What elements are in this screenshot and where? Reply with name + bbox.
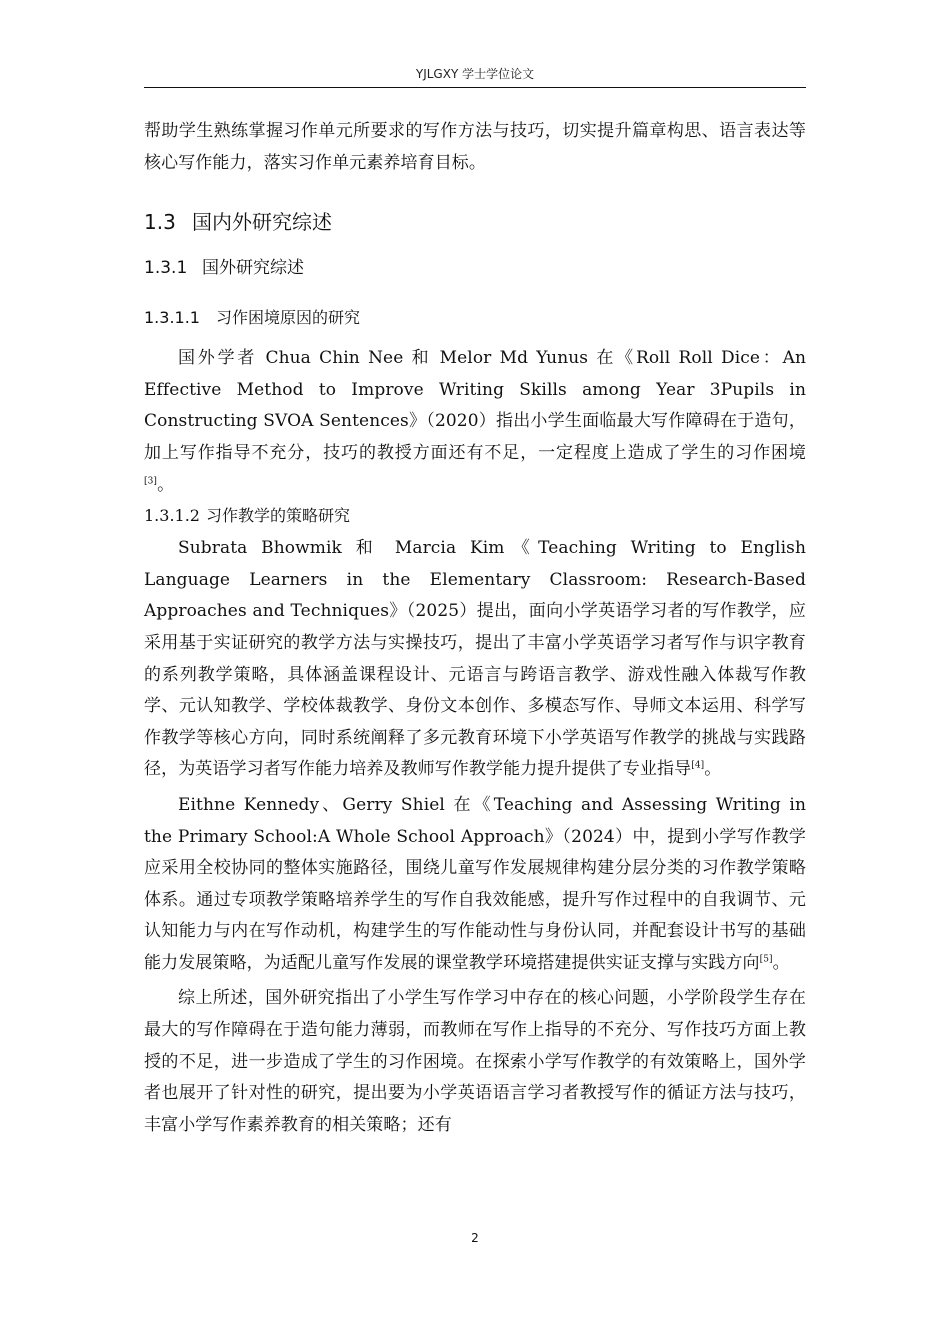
paragraph-end: 。 [772, 952, 790, 973]
intro-paragraph: 帮助学生熟练掌握习作单元所要求的写作方法与技巧，切实提升篇章构思、语言表达等核心写作能力，落实习作单元素养培育目标。 [144, 121, 806, 173]
subsection-heading [144, 253, 806, 283]
section-title: 国内外研究综述 [192, 210, 332, 235]
subsubsection-title-1: 习作困境原因的研究 [216, 308, 361, 328]
section-heading [144, 205, 806, 239]
citation-3: [3] [144, 475, 158, 486]
page-number: 2 [471, 1231, 479, 1245]
paragraph-text: Subrata Bhowmik 和 Marcia Kim《Teaching Writing to English Language Learners in the Elementary Classroom: Research-Based Approaches and Techniques》（2025）提出，面向小学英语学习者的写作教学，应采用基于实证研究的教学方法与实操技巧，提出了丰富小学英语学习者写作与识字教育的系列教学策略，具体涵盖课程设计、元语言与跨语言教学、游戏性融入体裁写作教学、元认知教学、学校体裁教学、身份文本创作、多模态写作、导师文本运用、科学写作教学等核心方向，同时系统阐释了多元教育环境下小学英语写作教学的挑战与实践路径，为英语学习者写作能力培养及教师写作教学能力提升提供了专业指导 [144, 538, 806, 780]
subsection-title: 国外研究综述 [202, 258, 304, 279]
header-rule [144, 87, 806, 88]
paragraph-bhowmik-kim [144, 533, 806, 786]
citation-5: [5] [759, 954, 773, 965]
subsubsection-number-1: 1.3.1.1 [144, 308, 200, 328]
running-header: YJLGXY 学士学位论文 [415, 67, 535, 81]
citation-4: [4] [691, 760, 705, 771]
paragraph-end: 。 [157, 474, 175, 495]
page-body [144, 114, 806, 1141]
paragraph-text: 国外学者 Chua Chin Nee 和 Melor Md Yunus 在《Roll Roll Dice：An Effective Method to Improve Writing Skills among Year 3Pupils in Constructing SVOA Sentences》（2020）指出小学生面临最大写作障碍在于造句，加上写作指导不充分，技巧的教授方面还有不足，一定程度上造成了学生的习作困境 [144, 348, 806, 463]
paragraph-text: Eithne Kennedy、Gerry Shiel 在《Teaching and Assessing Writing in the Primary School:A Whole School Approach》（2024）中，提到小学写作教学应采用全校协同的整体实施路径，围绕儿童写作发展规律构建分层分类的习作教学策略体系。通过专项教学策略培养学生的写作自我效能感，提升写作过程中的自我调节、元认知能力与内在写作动机，构建学生的写作能动性与身份认同，并配套设计书写的基础能力发展策略，为适配儿童写作发展的课堂教学环境搭建提供实证支撑与实践方向 [144, 794, 806, 973]
paragraph-kennedy-shiel [144, 790, 806, 980]
subsubsection-title-2: 习作教学的策略研究 [206, 506, 351, 526]
section-number: 1.3 [144, 210, 176, 235]
subsubsection-heading-2 [144, 501, 806, 531]
subsubsection-heading-1 [144, 303, 806, 333]
subsection-number: 1.3.1 [144, 258, 188, 279]
subsubsection-number-2: 1.3.1.2 [144, 506, 200, 526]
paragraph-summary: 综上所述，国外研究指出了小学生写作学习中存在的核心问题，小学阶段学生存在最大的写作障碍在于造句能力薄弱，而教师在写作上指导的不充分、写作技巧方面上教授的不足，进一步造成了学生的习作困境。在探索小学写作教学的有效策略上，国外学者也展开了针对性的研究，提出要为小学英语语言学习者教授写作的循证方法与技巧，丰富小学写作素养教育的相关策略；还有 [144, 988, 806, 1135]
paragraph-chua-chin-nee [144, 343, 806, 501]
paragraph-end: 。 [704, 759, 722, 780]
